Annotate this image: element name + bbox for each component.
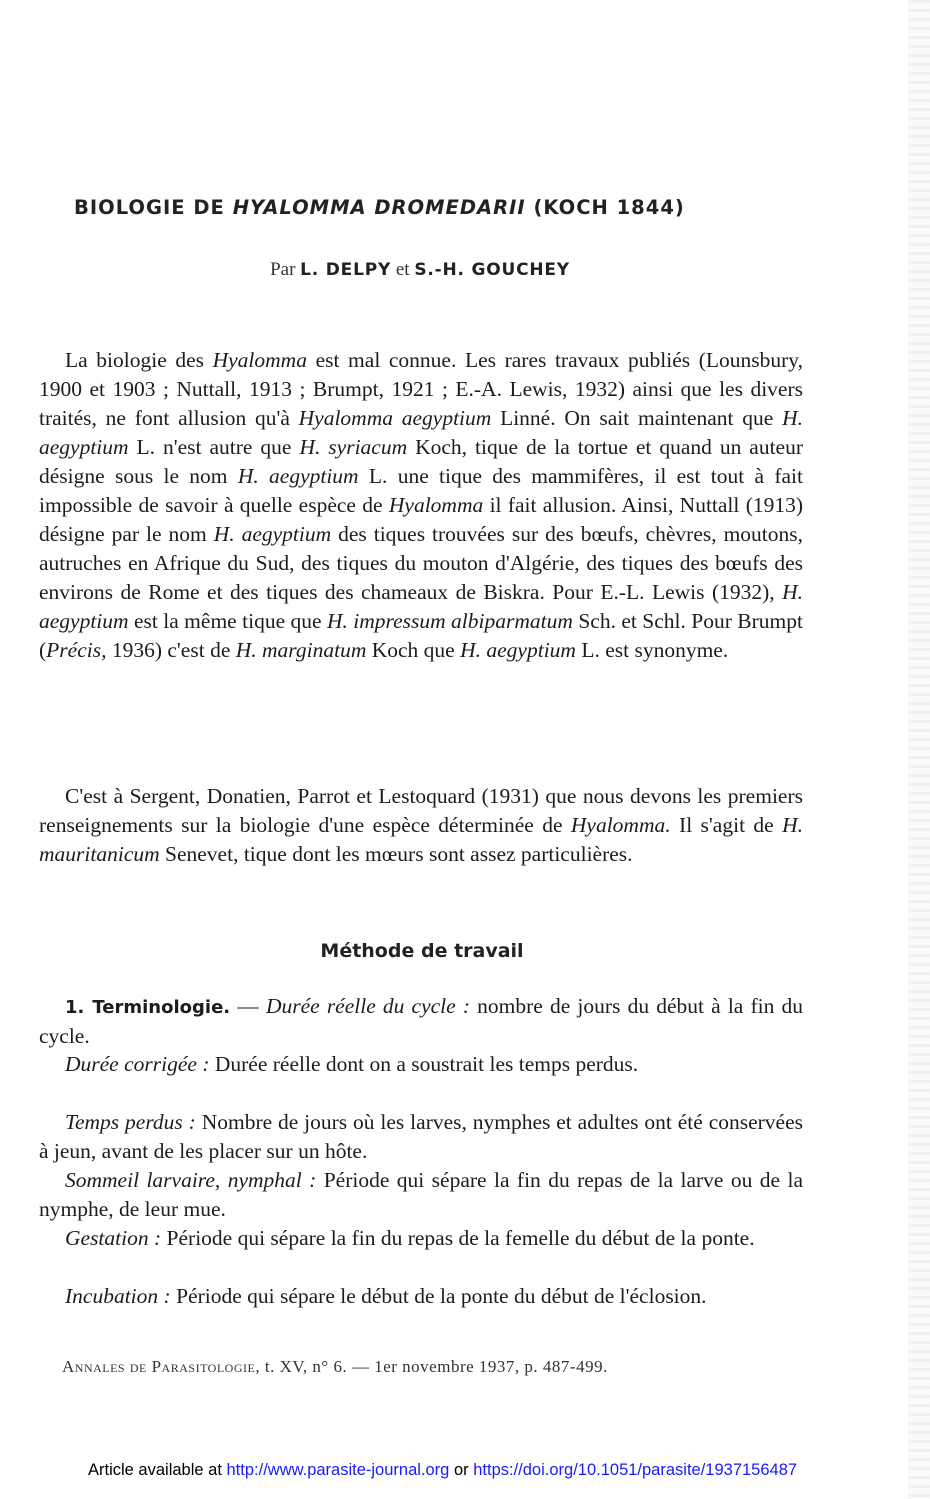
journal-name: Annales de Parasitologie, <box>62 1357 261 1376</box>
term-paragraph-3: Temps perdus : Nombre de jours où les larves, nymphes et adultes ont été conservées à jeun, avant de les placer sur un hôte. <box>39 1110 804 1163</box>
term-paragraph-6: Incubation : Période qui sépare le début de la ponte du début de l'éclosion. <box>65 1284 707 1308</box>
availability-prefix: Article available at <box>88 1461 222 1479</box>
journal-citation <box>62 1357 802 1377</box>
byline-et: et <box>395 259 410 280</box>
availability-or: or <box>453 1461 469 1479</box>
title-genus: HYALOMMA <box>232 196 367 219</box>
term-paragraph-4: Sommeil larvaire, nymphal : Période qui sépare la fin du repas de la larve ou de la nymphe, de leur mue. <box>39 1168 803 1221</box>
author-2: S.-H. GOUCHEY <box>414 260 570 280</box>
byline-par: Par <box>270 259 296 280</box>
term-paragraph-1: 1. Terminologie. — Durée réelle du cycle : nombre de jours du début à la fin du cycle. <box>39 994 804 1048</box>
author-1: L. DELPY <box>300 260 392 280</box>
section-heading: Méthode de travail <box>320 940 524 962</box>
term-paragraph-5: Gestation : Période qui sépare la fin du repas de la femelle du début de la ponte. <box>65 1226 755 1250</box>
article-title <box>74 196 794 219</box>
availability-line <box>88 1461 797 1480</box>
title-pre: BIOLOGIE DE <box>74 196 225 219</box>
intro-paragraph-1: La biologie des Hyalomma est mal connue. Les rares travaux publiés (Lounsbury, 1900 et 1903 ; Nuttall, 1913 ; Brumpt, 1921 ; E.-A. Lewis, 1932) ainsi que les divers traités, ne font allusion qu'à Hyalomma aegyptium Linné. On sait maintenant que H. aegyptium L. n'est autre que H. syriacum Koch, tique de la tortue et quand un auteur désigne sous le nom H. aegyptium L. une tique des mammifères, il est tout à fait impossible de savoir à quelle espèce de Hyalomma il fait allusion. Ainsi, Nuttall (1913) désigne par le nom H. aegyptium des tiques trouvées sur des bœufs, chèvres, moutons, autruches en Afrique du Sud, des tiques du mouton d'Algérie, des tiques des bœufs des environs de Rome et des tiques des chameaux de Biskra. Pour E.-L. Lewis (1932), H. aegyptium est la même tique que H. impressum albiparmatum Sch. et Schl. Pour Brumpt (Précis, 1936) c'est de H. marginatum Koch que H. aegyptium L. est synonyme. <box>39 348 804 662</box>
journal-link[interactable]: http://www.parasite-journal.org <box>226 1461 450 1479</box>
term-paragraph-2: Durée corrigée : Durée réelle dont on a soustrait les temps perdus. <box>65 1052 639 1076</box>
intro-paragraph-2: C'est à Sergent, Donatien, Parrot et Lestoquard (1931) que nous devons les premiers renseignements sur la biologie d'une espèce déterminée de Hyalomma. Il s'agit de H. mauritanicum Senevet, tique dont les mœurs sont assez particulières. <box>39 784 804 866</box>
title-post: (KOCH 1844) <box>533 196 685 219</box>
scanned-page-edge <box>908 0 930 1499</box>
journal-details: t. XV, n° 6. — 1er novembre 1937, p. 487-499. <box>264 1357 608 1376</box>
byline <box>0 259 840 281</box>
title-species: DROMEDARII <box>374 196 526 219</box>
doi-link[interactable]: https://doi.org/10.1051/parasite/1937156487 <box>473 1461 798 1479</box>
